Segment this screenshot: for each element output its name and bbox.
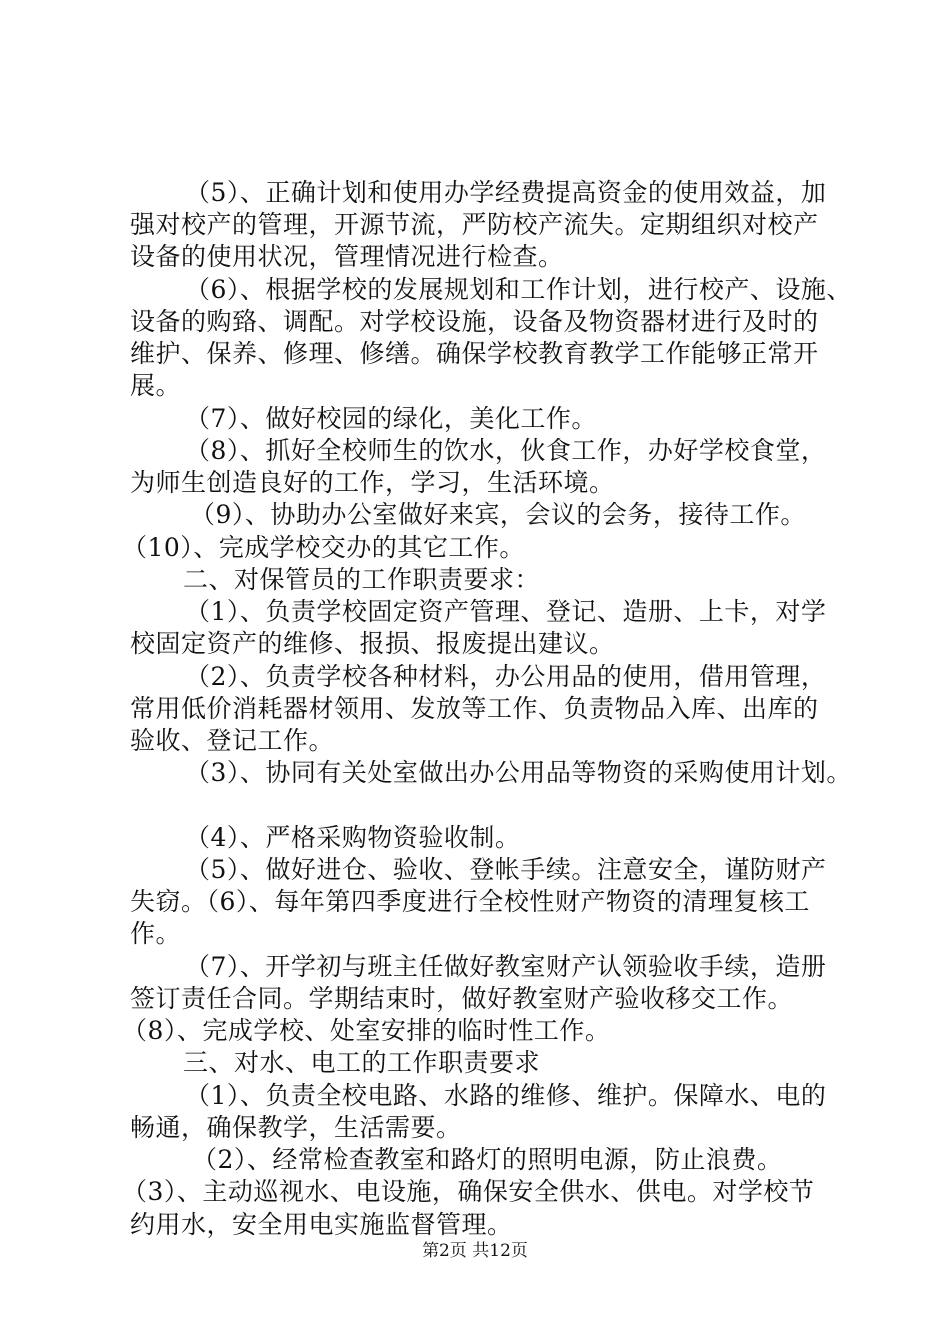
text-line-2: 强对校产的管理，开源节流，严防校产流失。定期组织对校产 xyxy=(130,210,819,239)
text-line-6: 维护、保养、修理、修缮。确保学校教育教学工作能够正常开 xyxy=(130,339,819,368)
text-line-30: （2）、经常检查教室和路灯的照明电源，防止浪费。 xyxy=(192,1145,783,1174)
text-line-31: （3）、主动巡视水、电设施，确保安全供水、供电。对学校节 xyxy=(122,1177,815,1206)
text-line-16: （2）、负责学校各种材料，办公用品的使用，借用管理， xyxy=(185,662,827,691)
text-line-28: （1）、负责全校电路、水路的维修、维护。保障水、电的 xyxy=(185,1081,827,1110)
page-number-footer: 第2页 共12页 xyxy=(422,1241,528,1261)
text-line-17: 常用低价消耗器材领用、发放等工作、负责物品入库、出库的 xyxy=(130,694,819,723)
text-line-12: （10）、完成学校交办的其它工作。 xyxy=(122,533,525,562)
text-line-5: 设备的购臵、调配。对学校设施，设备及物资器材进行及时的 xyxy=(130,307,819,336)
text-line-11: （9）、协助办公室做好来宾，会议的会务，接待工作。 xyxy=(190,500,806,529)
section-heading-3: 三、对水、电工的工作职责要求 xyxy=(183,1048,541,1077)
text-line-14: （1）、负责学校固定资产管理、登记、造册、上卡，对学 xyxy=(185,597,827,626)
text-line-22: 失窃。（6）、每年第四季度进行全校性财产物资的清理复核工 xyxy=(130,887,810,916)
text-line-4: （6）、根据学校的发展规划和工作计划，进行校产、设施、 xyxy=(185,275,852,304)
text-line-15: 校固定资产的维修、报损、报废提出建议。 xyxy=(130,629,615,658)
text-line-25: 签订责任合同。学期结束时，做好教室财产验收移交工作。 xyxy=(130,984,794,1013)
text-line-24: （7）、开学初与班主任做好教室财产认领验收手续，造册 xyxy=(185,952,827,981)
text-line-7: 展。 xyxy=(130,371,182,400)
text-line-20: （4）、严格采购物资验收制。 xyxy=(185,823,521,852)
text-line-21: （5）、做好进仓、验收、登帐手续。注意安全，谨防财产 xyxy=(185,855,827,884)
text-line-18: 验收、登记工作。 xyxy=(130,726,335,755)
text-line-32: 约用水，安全用电实施监督管理。 xyxy=(130,1210,513,1239)
text-line-8: （7）、做好校园的绿化，美化工作。 xyxy=(185,404,597,433)
text-line-29: 畅通，确保教学，生活需要。 xyxy=(130,1113,462,1142)
text-line-10: 为师生创造良好的工作，学习，生活环境。 xyxy=(130,468,615,497)
text-line-26: （8）、完成学校、处室安排的临时性工作。 xyxy=(122,1016,611,1045)
text-line-9: （8）、抓好全校师生的饮水，伙食工作，办好学校食堂， xyxy=(185,436,827,465)
section-heading-2: 二、对保管员的工作职责要求： xyxy=(183,565,541,594)
text-line-1: （5）、正确计划和使用办学经费提高资金的使用效益，加 xyxy=(185,178,827,207)
text-line-23: 作。 xyxy=(130,919,182,948)
text-line-19: （3）、协同有关处室做出办公用品等物资的采购使用计划。 xyxy=(185,758,852,787)
text-line-3: 设备的使用状况，管理情况进行检查。 xyxy=(130,242,564,271)
